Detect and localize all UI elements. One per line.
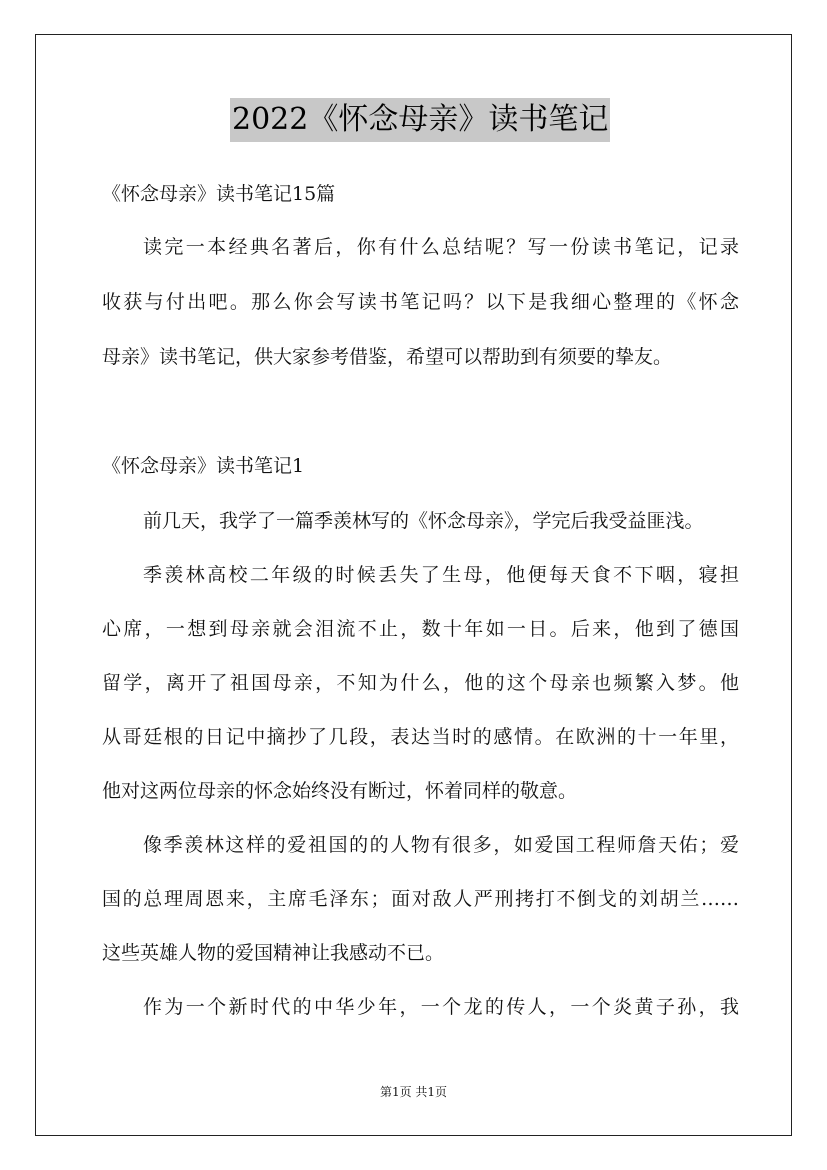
page-footer: 第1页 共1页 bbox=[379, 1085, 448, 1099]
section-heading: 《怀念母亲》读书笔记1 bbox=[102, 455, 305, 477]
paragraph-2-line-2: 心席，一想到母亲就会泪流不止，数十年如一日。后来，他到了德国 bbox=[102, 618, 739, 640]
document-subtitle: 《怀念母亲》读书笔记15篇 bbox=[102, 183, 336, 205]
paragraph-2-line-1: 季羡林高校二年级的时候丢失了生母，他便每天食不下咽，寝担 bbox=[143, 564, 739, 586]
paragraph-3-line-3: 这些英雄人物的爱国精神让我感动不已。 bbox=[102, 942, 445, 964]
intro-line-2: 收获与付出吧。那么你会写读书笔记吗？以下是我细心整理的《怀念 bbox=[102, 291, 739, 313]
paragraph-3-line-2: 国的总理周恩来，主席毛泽东；面对敌人严刑拷打不倒戈的刘胡兰…… bbox=[102, 888, 739, 910]
intro-line-3: 母亲》读书笔记，供大家参考借鉴，希望可以帮助到有须要的挚友。 bbox=[102, 346, 673, 368]
document-title: 2022《怀念母亲》读书笔记 bbox=[230, 98, 610, 142]
paragraph-1-line-1: 前几天，我学了一篇季羡林写的《怀念母亲》，学完后我受益匪浅。 bbox=[143, 510, 704, 532]
intro-line-1: 读完一本经典名著后，你有什么总结呢？写一份读书笔记，记录 bbox=[143, 236, 739, 258]
paragraph-2-line-4: 从哥廷根的日记中摘抄了几段，表达当时的感情。在欧洲的十一年里， bbox=[102, 726, 739, 748]
paragraph-2-line-5: 他对这两位母亲的怀念始终没有断过，怀着同样的敬意。 bbox=[102, 780, 578, 802]
paragraph-3-line-1: 像季羡林这样的爱祖国的的人物有很多，如爱国工程师詹天佑；爱 bbox=[143, 834, 739, 856]
paragraph-4-line-1: 作为一个新时代的中华少年，一个龙的传人，一个炎黄子孙，我 bbox=[143, 996, 739, 1018]
paragraph-2-line-3: 留学，离开了祖国母亲，不知为什么，他的这个母亲也频繁入梦。他 bbox=[102, 672, 739, 694]
